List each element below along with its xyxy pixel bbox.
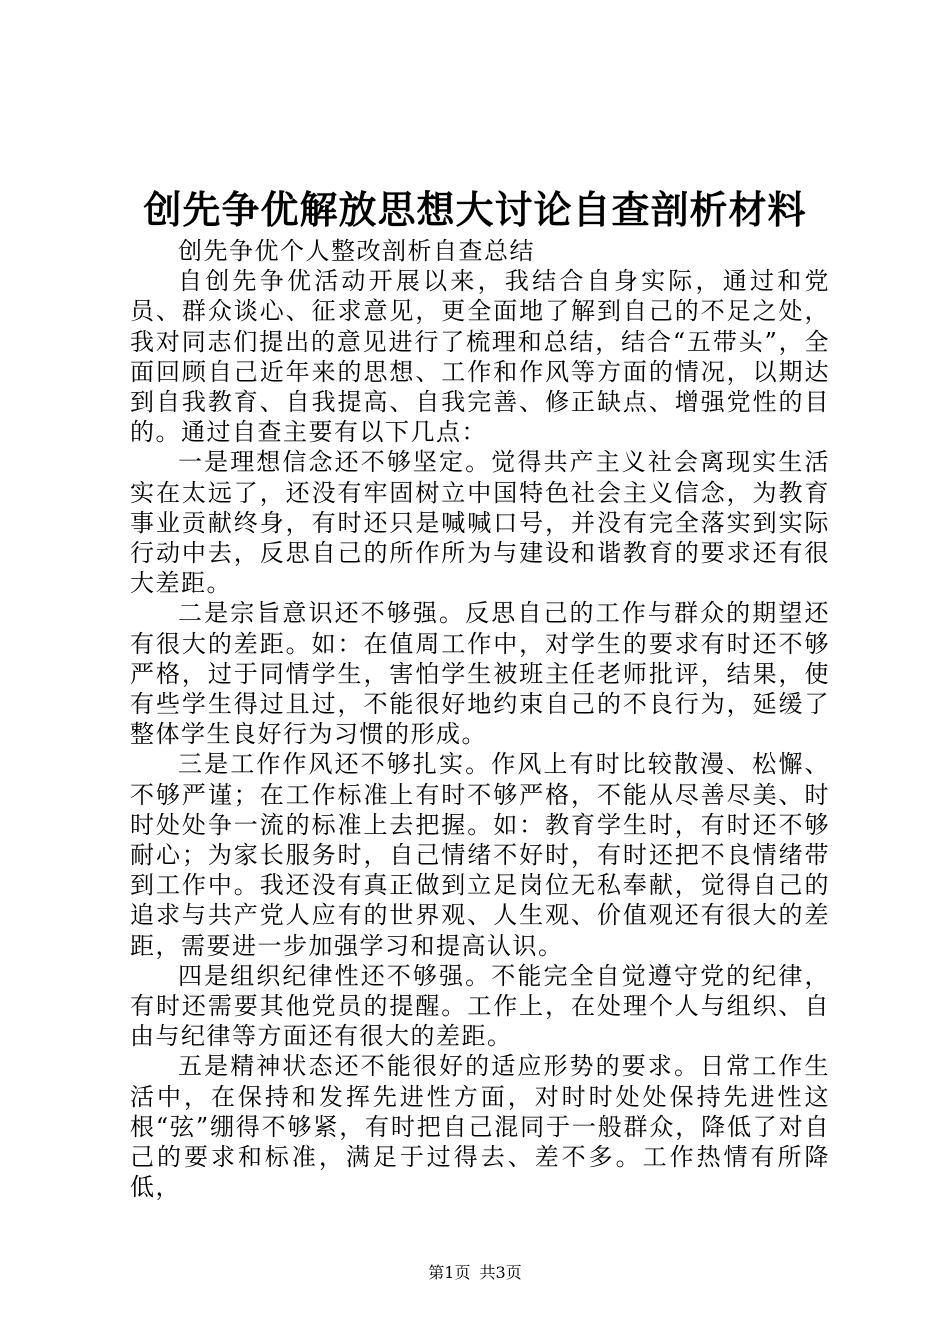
- paragraph-point-1: 一是理想信念还不够坚定。觉得共产主义社会离现实生活实在太远了，还没有牢固树立中国特色社会主义信念，为教育事业贡献终身，有时还只是喊喊口号，并没有完全落实到实际行动中去，反思自己的所作所为与建设和谐教育的要求还有很大差距。: [130, 448, 830, 598]
- document-subtitle: 创先争优个人整改剖析自查总结: [178, 237, 535, 265]
- page-footer: [0, 1262, 950, 1284]
- paragraph-point-4: 四是组织纪律性还不够强。不能完全自觉遵守党的纪律，有时还需要其他党员的提醒。工作上，在处理个人与组织、自由与纪律等方面还有很大的差距。: [130, 961, 830, 1051]
- page-number: 第1页: [428, 1263, 471, 1282]
- document-title: 创先争优解放思想大讨论自查剖析材料: [143, 187, 807, 232]
- paragraph-point-3: 三是工作作风还不够扎实。作风上有时比较散漫、松懈、不够严谨；在工作标准上有时不够严格，不能从尽善尽美、时时处处争一流的标准上去把握。如：教育学生时，有时还不够耐心；为家长服务时，自己情绪不好时，有时还把不良情绪带到工作中。我还没有真正做到立足岗位无私奉献，觉得自己的追求与共产党人应有的世界观、人生观、价值观还有很大的差距，需要进一步加强学习和提高认识。: [130, 750, 830, 960]
- page-total: 共3页: [479, 1263, 522, 1282]
- paragraph-point-2: 二是宗旨意识还不够强。反思自己的工作与群众的期望还有很大的差距。如：在值周工作中，对学生的要求有时还不够严格，过于同情学生，害怕学生被班主任老师批评，结果，使有些学生得过且过，不能很好地约束自己的不良行为，延缓了整体学生良好行为习惯的形成。: [130, 599, 830, 749]
- paragraph-point-5: 五是精神状态还不能很好的适应形势的要求。日常工作生活中，在保持和发挥先进性方面，对时时处处保持先进性这根“弦”绷得不够紧，有时把自己混同于一般群众，降低了对自己的要求和标准，满足于过得去、差不多。工作热情有所降低，: [130, 1052, 830, 1202]
- paragraph-intro: 自创先争优活动开展以来，我结合自身实际，通过和党员、群众谈心、征求意见，更全面地了解到自己的不足之处，我对同志们提出的意见进行了梳理和总结，结合“五带头”，全面回顾自己近年来的思想、工作和作风等方面的情况，以期达到自我教育、自我提高、自我完善、修正缺点、增强党性的目的。通过自查主要有以下几点：: [130, 267, 830, 447]
- document-body: [130, 236, 830, 1203]
